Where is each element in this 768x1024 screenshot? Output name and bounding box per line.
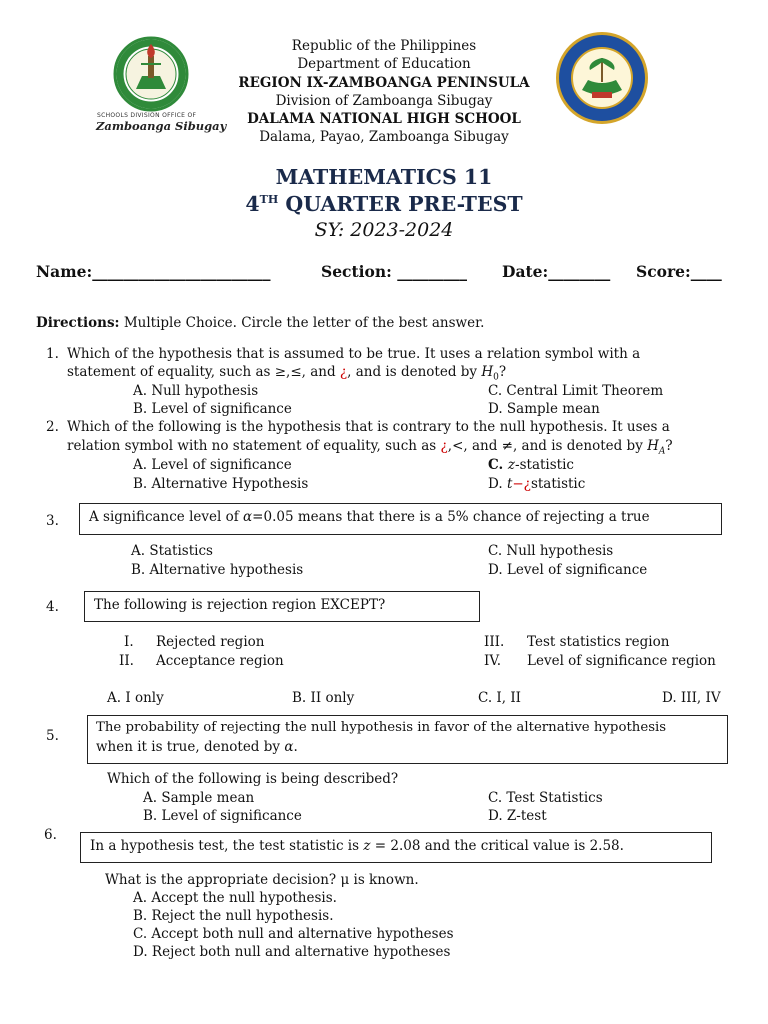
q6-stem-box <box>80 832 712 863</box>
name-field[interactable]: Name:_______________________ <box>36 262 271 281</box>
q6-stem-b: = 2.08 and the critical value is 2.58. <box>370 838 624 854</box>
q2-option-c[interactable] <box>488 456 574 475</box>
q1-number: 1. <box>46 346 59 362</box>
q2-option-c-label: C. <box>488 457 508 473</box>
q1-var: H <box>481 364 494 380</box>
q6-option-d[interactable]: D. Reject both null and alternative hypotheses <box>133 944 451 960</box>
q1-symbol: ¿ <box>339 364 348 380</box>
q3-alpha: α <box>243 509 253 525</box>
q6-stem-a: In a hypothesis test, the test statistic is <box>90 838 364 854</box>
directions-label: Directions: <box>36 315 120 331</box>
header-republic: Republic of the Philippines <box>291 38 477 54</box>
q6-prompt: What is the appropriate decision? μ is known. <box>105 872 419 888</box>
q5-number: 5. <box>46 728 59 744</box>
q3-option-d[interactable]: D. Level of significance <box>488 562 648 578</box>
q2-option-d-text: statistic <box>530 476 586 492</box>
q2-line2b: ,<, and ≠, and is denoted by <box>447 438 648 454</box>
q2-end: ? <box>665 438 673 454</box>
header-region: REGION IX-ZAMBOANGA PENINSULA <box>238 74 530 91</box>
q3-number: 3. <box>46 513 59 529</box>
q4-roman-2: II. <box>119 653 134 669</box>
q4-roman-1: I. <box>124 634 134 650</box>
date-field[interactable]: Date:________ <box>502 262 611 281</box>
q5-stem-line2 <box>96 738 719 757</box>
q3-stem-b: =0.05 means that there is a 5% chance of rejecting a true <box>252 509 650 525</box>
q5-option-c[interactable]: C. Test Statistics <box>488 790 603 806</box>
q2-option-d[interactable] <box>488 475 585 494</box>
q6-number: 6. <box>44 827 57 843</box>
q4-roman-4: IV. <box>484 653 502 669</box>
q5-option-a[interactable]: A. Sample mean <box>143 790 255 806</box>
left-logo-caption-top: SCHOOLS DIVISION OFFICE OF <box>97 112 197 119</box>
letterhead <box>184 37 584 147</box>
q2-option-b[interactable]: B. Alternative Hypothesis <box>133 476 309 492</box>
q5-option-b[interactable]: B. Level of significance <box>143 808 302 824</box>
q2-option-d-symbol: −¿ <box>512 476 531 492</box>
q3-stem-a: A significance level of <box>89 509 244 525</box>
q2-var: H <box>647 438 659 454</box>
directions-text: Multiple Choice. Circle the letter of the best answer. <box>119 315 485 331</box>
q4-item-4: Level of significance region <box>527 653 716 669</box>
quarter-superscript: TH <box>259 193 279 207</box>
q4-option-a[interactable]: A. I only <box>107 690 164 706</box>
q4-option-d[interactable]: D. III, IV <box>662 690 721 706</box>
q4-option-b[interactable]: B. II only <box>292 690 355 706</box>
q3-option-a[interactable]: A. Statistics <box>131 543 213 559</box>
q2-number: 2. <box>46 419 59 435</box>
q2-option-d-label: D. <box>488 476 507 492</box>
q3-option-b[interactable]: B. Alternative hypothesis <box>131 562 304 578</box>
q2-option-c-var: z <box>507 457 516 473</box>
q2-line2a: relation symbol with no statement of equality, such as <box>67 438 441 454</box>
q1-sub: 0 <box>493 372 499 383</box>
q1-option-b[interactable]: B. Level of significance <box>133 401 292 417</box>
q4-number: 4. <box>46 599 59 615</box>
subject-title: MATHEMATICS 11 <box>275 165 493 189</box>
q1-line2b: , and is denoted by <box>347 364 482 380</box>
q4-stem-box: The following is rejection region EXCEPT? <box>84 591 480 622</box>
q1-line1: Which of the hypothesis that is assumed to be true. It uses a relation symbol with a <box>67 346 641 362</box>
school-year: SY: 2023-2024 <box>314 219 454 241</box>
score-field[interactable]: Score:____ <box>636 262 722 281</box>
q2-option-d-var: t <box>506 476 513 492</box>
q3-option-c[interactable]: C. Null hypothesis <box>488 543 614 559</box>
q1-option-a[interactable]: A. Null hypothesis <box>133 383 259 399</box>
q4-item-3: Test statistics region <box>527 634 670 650</box>
q2-option-a[interactable]: A. Level of significance <box>133 457 292 473</box>
q4-option-c[interactable]: C. I, II <box>478 690 522 706</box>
q1-line2a: statement of equality, such as ≥,≤, and <box>67 364 340 380</box>
q5-stem-box <box>87 715 728 764</box>
header-address: Dalama, Payao, Zamboanga Sibugay <box>259 129 509 146</box>
q6-var: z <box>363 838 371 854</box>
quarter-rest: QUARTER PRE-TEST <box>278 192 523 216</box>
header-division: Division of Zamboanga Sibugay <box>275 92 493 109</box>
q2-option-c-text: -statistic <box>515 457 574 473</box>
q2-symbol: ¿ <box>440 438 448 454</box>
q6-option-a[interactable]: A. Accept the null hypothesis. <box>133 890 337 906</box>
q2-sub: A <box>658 446 666 457</box>
q1-option-d[interactable]: D. Sample mean <box>488 401 600 417</box>
q6-option-b[interactable]: B. Reject the null hypothesis. <box>133 908 334 924</box>
q5-stem-line2a: when it is true, denoted by <box>96 738 285 755</box>
quarter-title <box>0 192 768 216</box>
q4-item-1: Rejected region <box>156 634 265 650</box>
q2-line1: Which of the following is the hypothesis that is contrary to the null hypothesis. It uses a <box>67 419 670 435</box>
q5-alpha: α <box>284 738 294 755</box>
q1-end: ? <box>498 364 507 380</box>
q3-stem-box <box>79 503 722 535</box>
q1-option-c[interactable]: C. Central Limit Theorem <box>488 383 664 399</box>
q5-option-d[interactable]: D. Z-test <box>488 808 547 824</box>
left-logo-caption-bottom: Zamboanga Sibugay <box>96 119 227 133</box>
header-department: Department of Education <box>297 56 471 73</box>
header-school: DALAMA NATIONAL HIGH SCHOOL <box>247 111 521 128</box>
quarter-number: 4 <box>245 192 260 216</box>
directions <box>36 315 484 331</box>
q6-option-c[interactable]: C. Accept both null and alternative hypotheses <box>133 926 454 942</box>
section-field[interactable]: Section: _________ <box>321 262 468 281</box>
q4-roman-3: III. <box>484 634 505 650</box>
q5-prompt: Which of the following is being described? <box>107 771 399 787</box>
q4-item-2: Acceptance region <box>156 653 284 669</box>
q5-stem-line2b: . <box>293 738 298 755</box>
q5-stem-line1: The probability of rejecting the null hypothesis in favor of the alternative hypothesis <box>96 720 667 735</box>
